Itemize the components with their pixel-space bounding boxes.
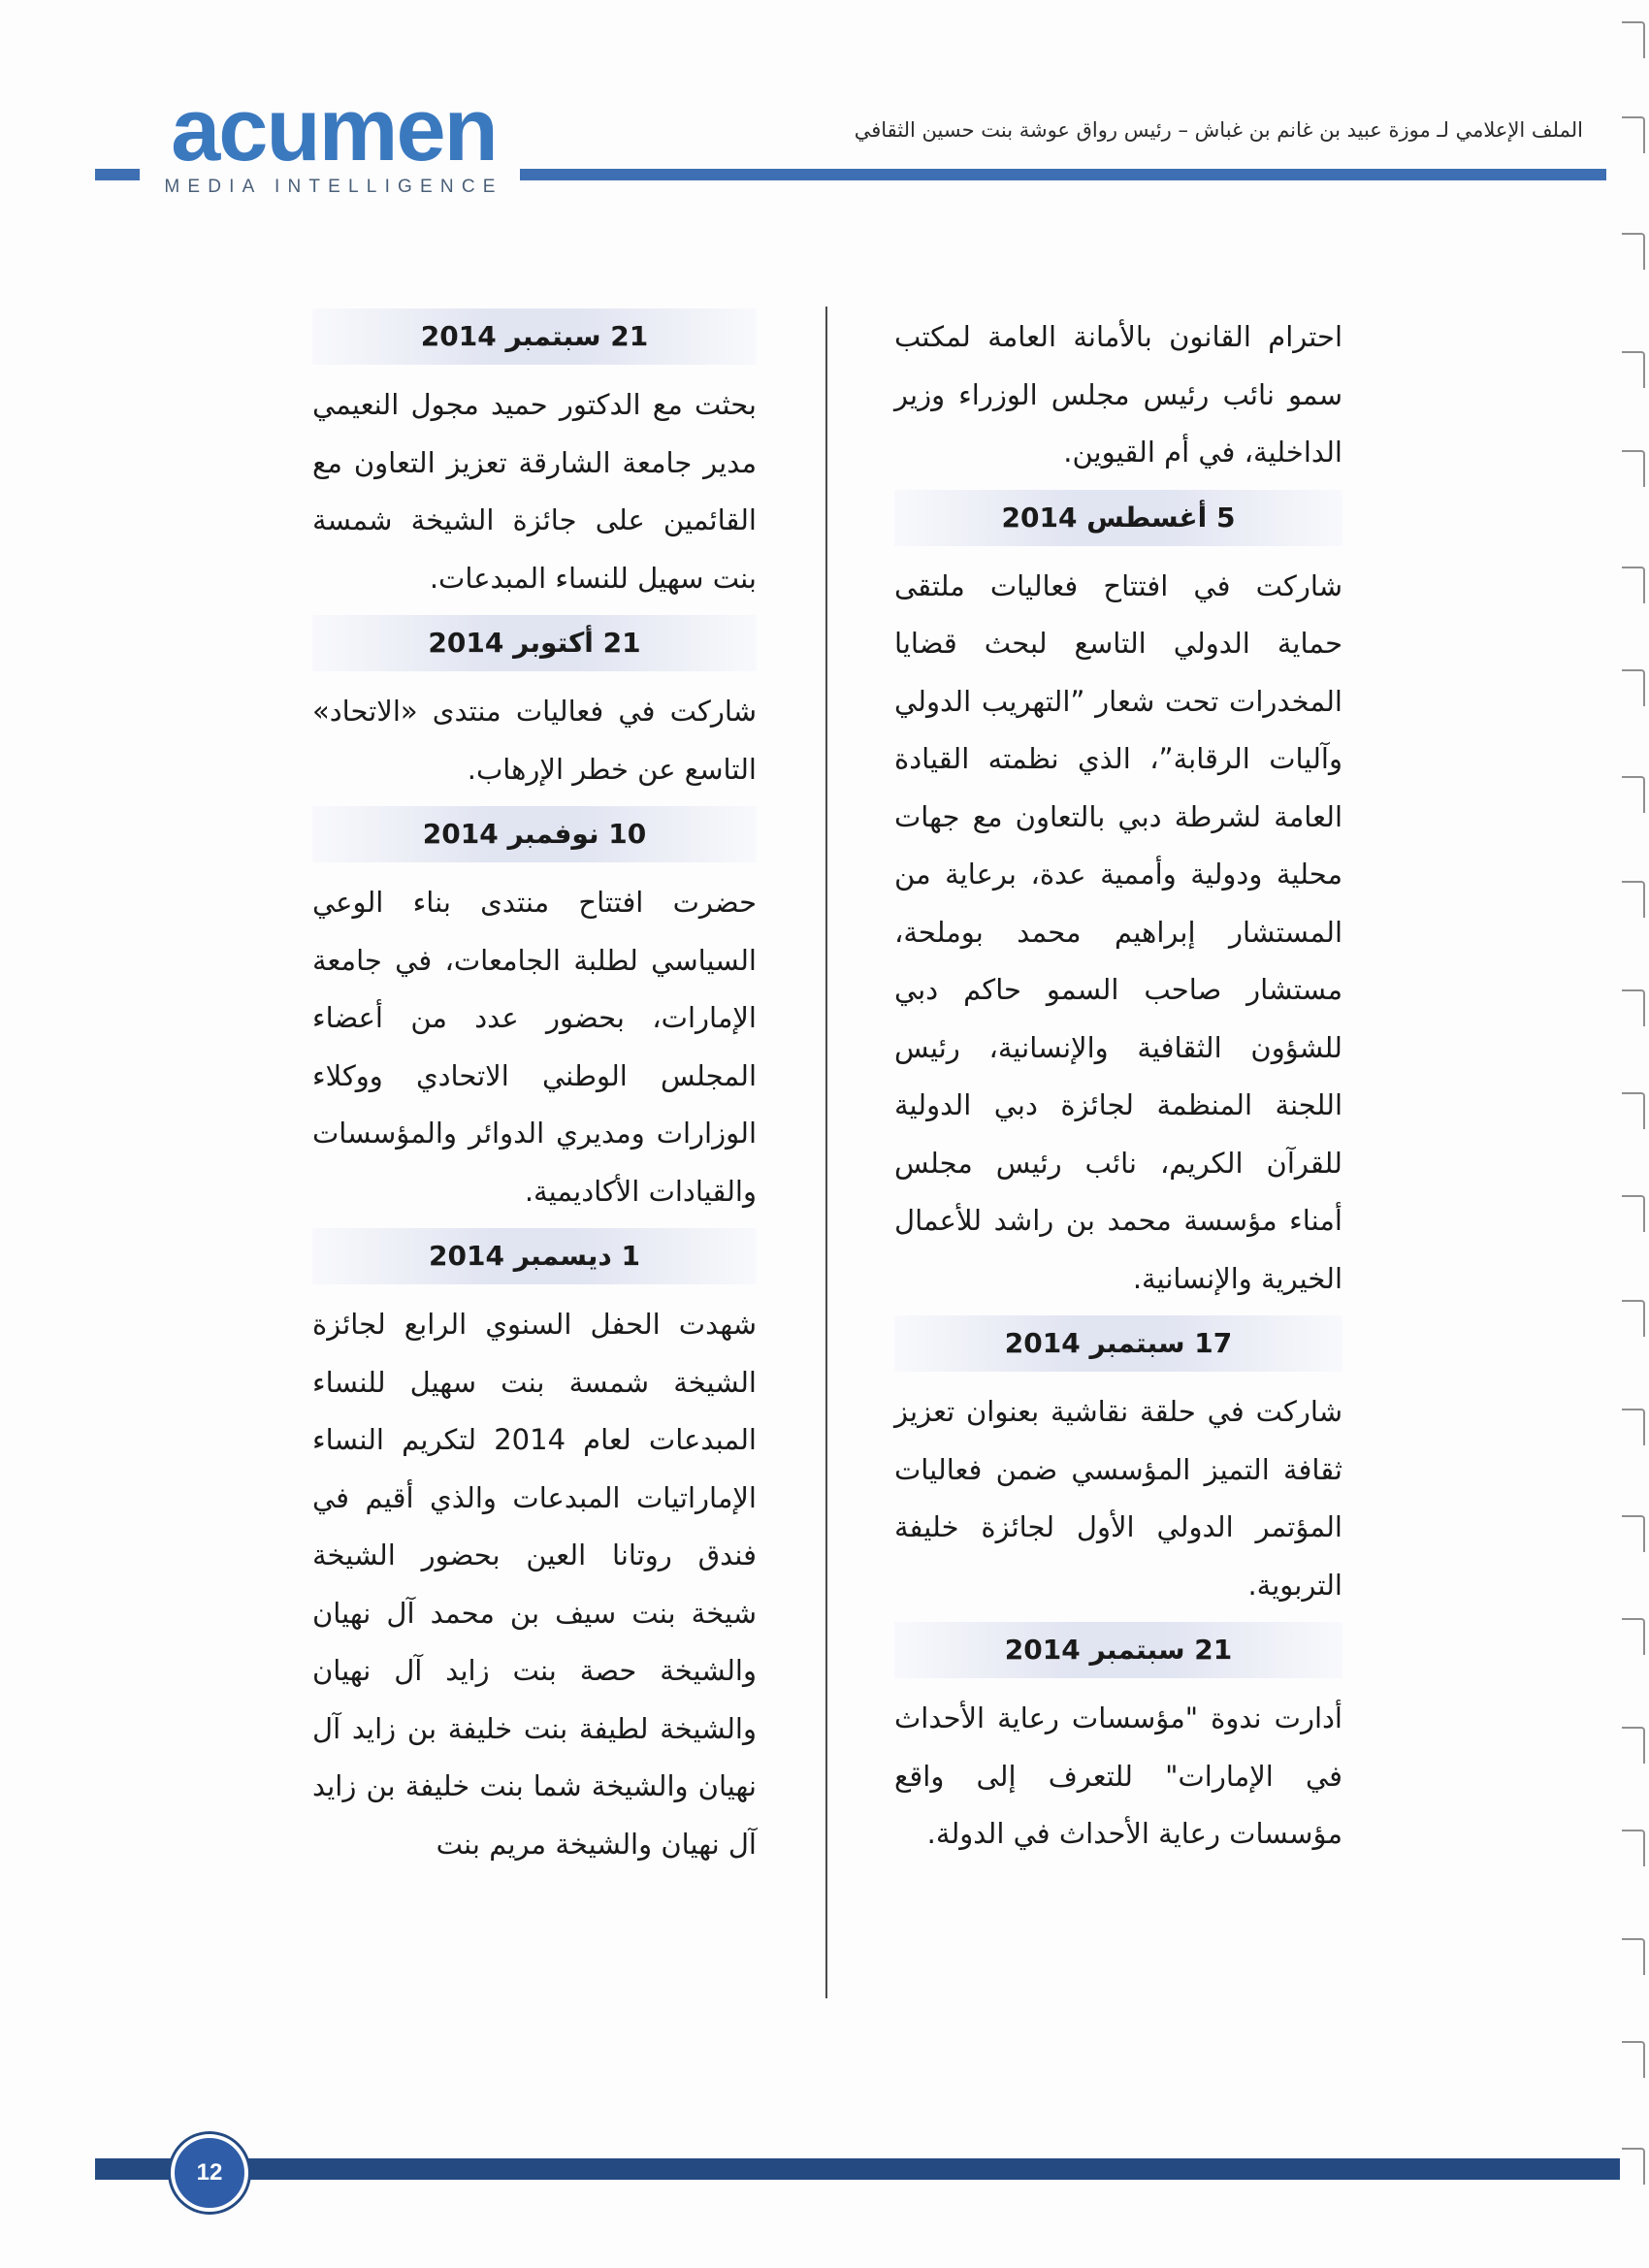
entry-text: شهدت الحفل السنوي الرابع لجائزة الشيخة شمسة بنت سهيل للنساء المبدعات لعام 2014 لتكريم النساء الإماراتيات المبدعات والذي أقيم في فندق روتانا العين بحضور الشيخة شيخة بنت سيف بن محمد آل نهيان والشيخة حصة بنت زايد آل نهيان والشيخة لطيفة بنت خليفة بن زايد آل نهيان والشيخة شما بنت خليفة بن زايد آل نهيان والشيخة مريم بنت — [312, 1308, 757, 1861]
binding-edge — [1616, 0, 1649, 2268]
logo-wordmark: acumen — [171, 81, 497, 179]
binding-tick — [1622, 1300, 1645, 1337]
binding-tick — [1622, 1515, 1645, 1552]
binding-tick — [1622, 351, 1645, 388]
entry-date: 5 أغسطس 2014 — [894, 490, 1342, 546]
entry-date: 21 سبتمبر 2014 — [312, 308, 757, 365]
page-number: 12 — [171, 2134, 248, 2212]
entry-text: شاركت في حلقة نقاشية بعنوان تعزيز ثقافة التميز المؤسسي ضمن فعاليات المؤتمر الدولي الأول لجائزة خليفة التربوية. — [894, 1395, 1342, 1602]
entry-text: حضرت افتتاح منتدى بناء الوعي السياسي لطلبة الجامعات، في جامعة الإمارات، بحضور عدد من أعضاء المجلس الوطني الاتحادي ووكلاء الوزارات ومديري الدوائر والمؤسسات والقيادات الأكاديمية. — [312, 886, 757, 1208]
binding-tick — [1622, 989, 1645, 1026]
binding-tick — [1622, 2148, 1645, 2185]
binding-tick — [1622, 567, 1645, 603]
running-header-title: الملف الإعلامي لـ موزة عبيد بن غانم بن غباش – رئيس رواق عوشة بنت حسين الثقافي — [854, 118, 1583, 142]
binding-tick — [1622, 1409, 1645, 1445]
column-divider — [825, 307, 827, 1998]
binding-tick — [1622, 233, 1645, 270]
right-column — [894, 308, 1342, 1871]
binding-tick — [1622, 1727, 1645, 1764]
logo-tagline: MEDIA INTELLIGENCE — [164, 177, 503, 197]
binding-tick — [1622, 776, 1645, 813]
entry-date: 10 نوفمبر 2014 — [312, 806, 757, 862]
binding-tick — [1622, 669, 1645, 706]
intro-paragraph: احترام القانون بالأمانة العامة لمكتب سمو نائب رئيس مجلس الوزراء وزير الداخلية، في أم القيوين. — [894, 320, 1342, 469]
header-rule-right — [520, 169, 1606, 180]
footer-bar — [95, 2158, 1620, 2180]
entry-text: شاركت في افتتاح فعاليات ملتقى حماية الدولي التاسع لبحث قضايا المخدرات تحت شعار ”التهريب الدولي وآليات الرقابة”، الذي نظمته القيادة العامة لشرطة دبي بالتعاون مع جهات محلية ودولية وأممية عدة، برعاية من المستشار إبراهيم محمد بوملحة، مستشار صاحب السمو حاكم دبي للشؤون الثقافية والإنسانية، رئيس اللجنة المنظمة لجائزة دبي الدولية للقرآن الكريم، نائب رئيس مجلس أمناء مؤسسة محمد بن راشد للأعمال الخيرية والإنسانية. — [894, 568, 1342, 1295]
binding-tick — [1622, 21, 1645, 58]
entry-text: شاركت في فعاليات منتدى «الاتحاد» التاسع عن خطر الإرهاب. — [312, 695, 757, 786]
entry-date: 17 سبتمبر 2014 — [894, 1315, 1342, 1372]
binding-tick — [1622, 1092, 1645, 1129]
entry-date: 1 ديسمبر 2014 — [312, 1228, 757, 1284]
binding-tick — [1622, 450, 1645, 487]
binding-tick — [1622, 1195, 1645, 1232]
binding-tick — [1622, 1618, 1645, 1655]
binding-tick — [1622, 881, 1645, 918]
entry-date: 21 سبتمبر 2014 — [894, 1622, 1342, 1678]
header-rule-left — [95, 169, 140, 180]
acumen-logo — [153, 81, 514, 198]
entry-text: أدارت ندوة "مؤسسات رعاية الأحداث في الإمارات" للتعرف إلى واقع مؤسسات رعاية الأحداث في الدولة. — [894, 1701, 1342, 1850]
binding-tick — [1622, 2041, 1645, 2078]
binding-tick — [1622, 1938, 1645, 1975]
entry-date: 21 أكتوبر 2014 — [312, 615, 757, 671]
entry-text: بحثت مع الدكتور حميد مجول النعيمي مدير جامعة الشارقة تعزيز التعاون مع القائمين على جائزة الشيخة شمسة بنت سهيل للنساء المبدعات. — [312, 388, 757, 595]
left-column — [312, 308, 757, 1881]
binding-tick — [1622, 1830, 1645, 1866]
binding-tick — [1622, 116, 1645, 153]
